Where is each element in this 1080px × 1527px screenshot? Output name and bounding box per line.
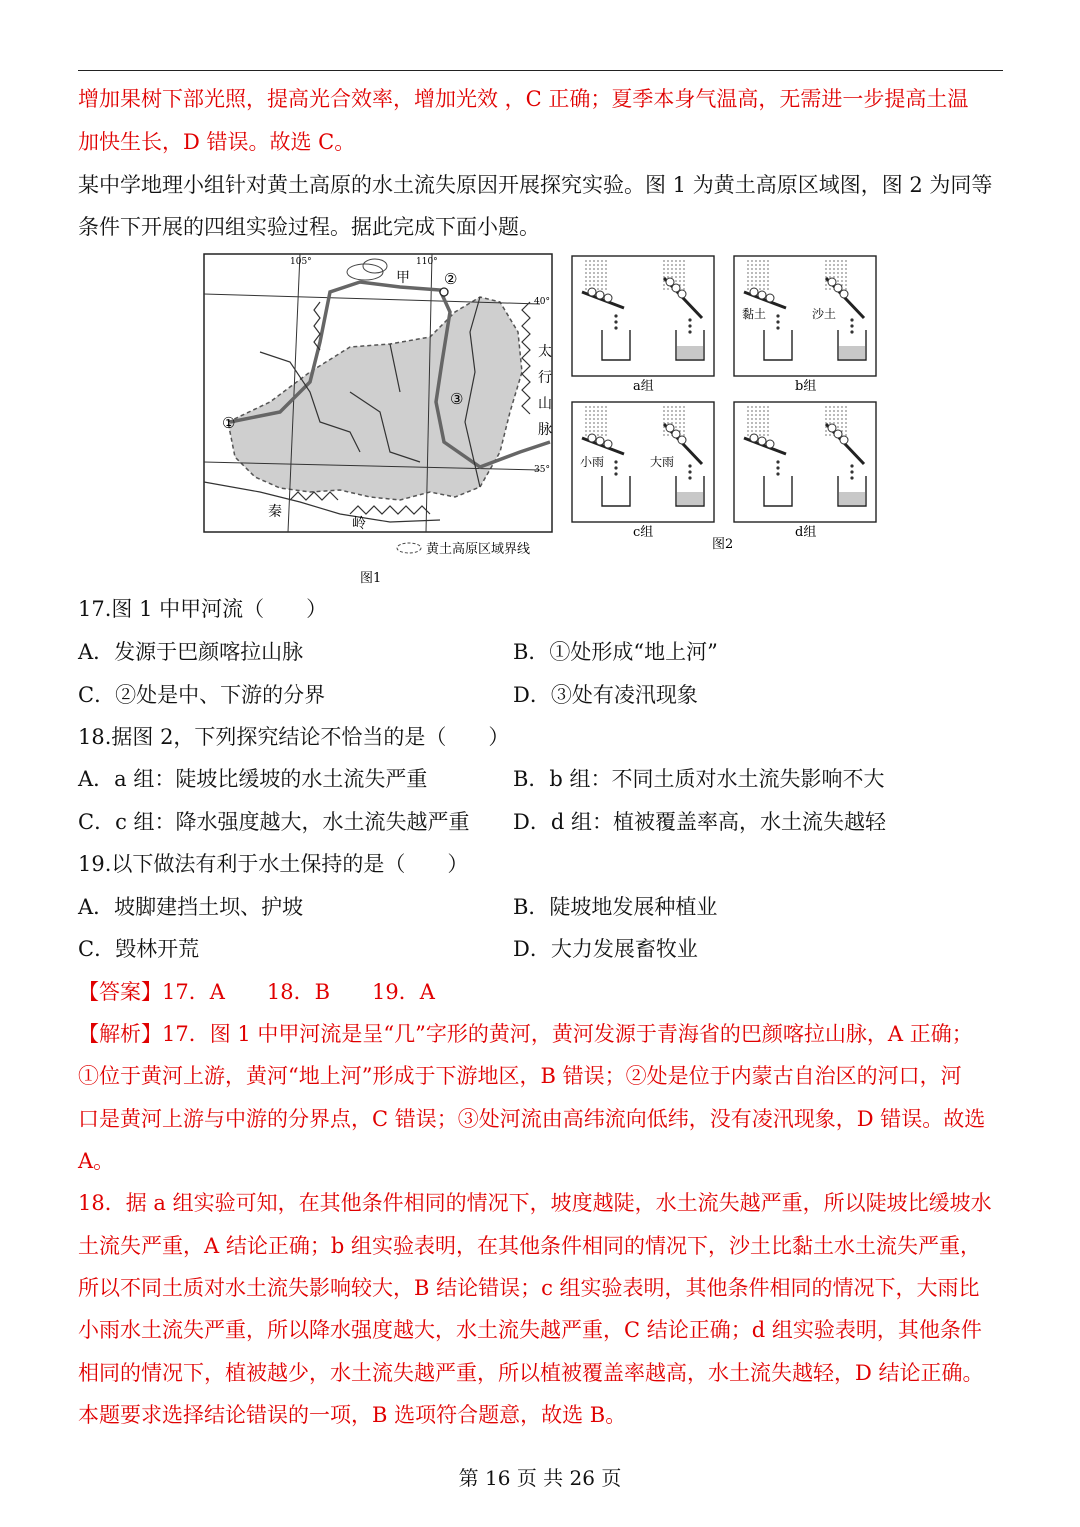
q17-option-b: B．①处形成“地上河” bbox=[513, 640, 718, 664]
analysis-line-6: 土流失严重，A 结论正确；b 组实验表明，在其他条件相同的情况下，沙土比黏土水土流失严重， bbox=[78, 1234, 981, 1258]
page-footer: 第 16 页 共 26 页 bbox=[458, 1466, 622, 1490]
q17-option-a: A．发源于巴颜喀拉山脉 bbox=[78, 640, 304, 664]
marker-2: ② bbox=[444, 270, 458, 288]
answer-tag: 【答案】 bbox=[78, 980, 162, 1004]
answer-line bbox=[78, 977, 435, 1007]
analysis-line-4: A。 bbox=[78, 1149, 115, 1173]
experiment-group-label: d组 bbox=[795, 525, 817, 540]
figure2-caption: 图2 bbox=[712, 537, 734, 552]
q17-stem: 17.图 1 中甲河流（ ） bbox=[78, 597, 328, 621]
header-rule bbox=[78, 70, 1003, 71]
answer-text: 17．A 18．B 19．A bbox=[162, 980, 435, 1004]
q18-stem: 18.据图 2，下列探究结论不恰当的是（ ） bbox=[78, 725, 510, 749]
legend-symbol bbox=[397, 543, 421, 553]
q19-option-b: B．陡坡地发展种植业 bbox=[513, 895, 718, 919]
marker-2-point bbox=[440, 288, 448, 296]
river-label-jia: 甲 bbox=[396, 270, 410, 286]
analysis-line-10: 本题要求选择结论错误的一项，B 选项符合题意，故选 B。 bbox=[78, 1403, 627, 1427]
top-text-line-2: 加快生长，D 错误。故选 C。 bbox=[78, 130, 356, 154]
lat-label-40: 40° bbox=[534, 297, 550, 307]
experiment-right-label: 沙土 bbox=[812, 307, 837, 321]
beaker-right-fill bbox=[677, 492, 703, 505]
lat-label-35: 35° bbox=[534, 465, 550, 475]
intro-line-2: 条件下开展的四组实验过程。据此完成下面小题。 bbox=[78, 215, 540, 239]
taihang-label-2: 行 bbox=[538, 370, 552, 386]
lon-label-105: 105° bbox=[290, 257, 312, 267]
marker-1: ① bbox=[222, 414, 236, 432]
q19-stem: 19.以下做法有利于水土保持的是（ ） bbox=[78, 852, 469, 876]
top-text-line-1: 增加果树下部光照，提高光合效率，增加光效 ，C 正确；夏季本身气温高，无需进一步提高土温 bbox=[78, 87, 969, 111]
q18-option-c: C．c 组：降水强度越大，水土流失越严重 bbox=[78, 810, 470, 834]
beaker-right-fill bbox=[677, 346, 703, 359]
q17-option-c: C．②处是中、下游的分界 bbox=[78, 683, 326, 707]
legend-label: 黄土高原区域界线 bbox=[426, 542, 531, 557]
beaker-right-fill bbox=[839, 492, 865, 505]
q18-option-a: A．a 组：陡坡比缓坡的水土流失严重 bbox=[78, 767, 428, 791]
analysis-line-9: 相同的情况下，植被越少，水土流失越严重，所以植被覆盖率越高，水土流失越轻，D 结论正确。 bbox=[78, 1361, 984, 1385]
figure1-map bbox=[200, 252, 558, 588]
analysis-tag: 【解析】 bbox=[78, 1022, 162, 1046]
q19-option-d: D．大力发展畜牧业 bbox=[513, 937, 698, 961]
analysis-line-1 bbox=[78, 1019, 973, 1049]
intro-line-1: 某中学地理小组针对黄土高原的水土流失原因开展探究实验。图 1 为黄土高原区域图，图 2 为同等 bbox=[78, 173, 993, 197]
lon-label-110: 110° bbox=[416, 257, 438, 267]
q18-option-b: B．b 组：不同土质对水土流失影响不大 bbox=[513, 767, 885, 791]
figure2-experiments bbox=[568, 252, 884, 552]
analysis-line-5: 18．据 a 组实验可知，在其他条件相同的情况下，坡度越陡，水土流失越严重，所以陡坡比缓坡水 bbox=[78, 1191, 992, 1215]
experiment-left-label: 小雨 bbox=[580, 455, 605, 469]
taihang-label-1: 太 bbox=[538, 344, 552, 360]
analysis-line-7: 所以不同土质对水土流失影响较大，B 结论错误；c 组实验表明，其他条件相同的情况下，大雨比 bbox=[78, 1276, 980, 1300]
taihang-label-4: 脉 bbox=[538, 422, 552, 438]
marker-3: ③ bbox=[450, 390, 464, 408]
q17-option-d: D．③处有凌汛现象 bbox=[513, 683, 698, 707]
experiment-group-label: c组 bbox=[633, 525, 654, 540]
q19-option-a: A．坡脚建挡土坝、护坡 bbox=[78, 895, 304, 919]
experiment-left-label: 黏土 bbox=[742, 307, 767, 321]
qinling-label-2: 岭 bbox=[352, 516, 366, 532]
analysis-line-8: 小雨水土流失严重，所以降水强度越大，水土流失越严重，C 结论正确；d 组实验表明，其他条件 bbox=[78, 1318, 982, 1342]
analysis-line-2: ①位于黄河上游，黄河“地上河”形成于下游地区，B 错误；②处是位于内蒙古自治区的河口，河 bbox=[78, 1064, 962, 1088]
analysis-line-3: 口是黄河上游与中游的分界点，C 错误；③处河流由高纬流向低纬，没有凌汛现象，D 错误。故选 bbox=[78, 1107, 986, 1131]
analysis-text-1: 17．图 1 中甲河流是呈“几”字形的黄河，黄河发源于青海省的巴颜喀拉山脉，A 正确； bbox=[162, 1022, 973, 1046]
taihang-label-3: 山 bbox=[538, 396, 552, 412]
experiment-right-label: 大雨 bbox=[650, 455, 675, 469]
beaker-right-fill bbox=[839, 346, 865, 359]
qinling-label-1: 秦 bbox=[268, 504, 282, 520]
q19-option-c: C．毁林开荒 bbox=[78, 937, 200, 961]
experiment-group-label: a组 bbox=[633, 379, 654, 394]
experiment-group-label: b组 bbox=[795, 379, 817, 394]
figure1-caption: 图1 bbox=[360, 571, 382, 586]
q18-option-d: D．d 组：植被覆盖率高，水土流失越轻 bbox=[513, 810, 886, 834]
